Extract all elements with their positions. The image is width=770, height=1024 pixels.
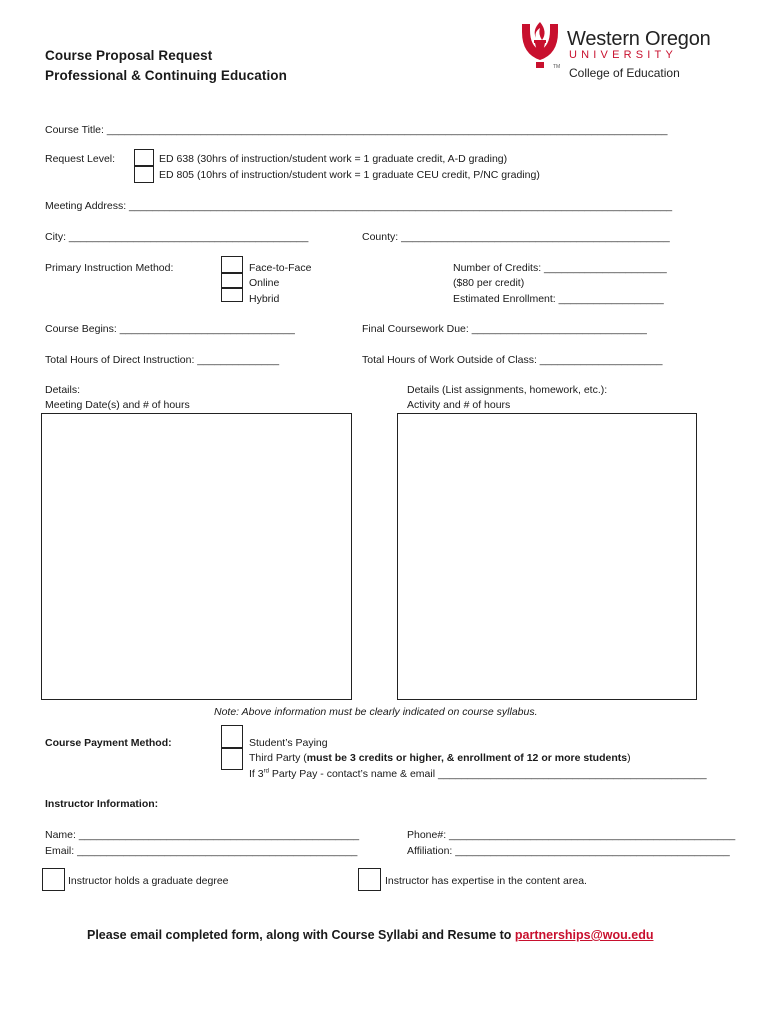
instructor-name-field[interactable]: Name: ________________________________________________: [45, 829, 360, 841]
details-right-heading: Details (List assignments, homework, etc.):: [407, 384, 608, 396]
form-subtitle: Professional & Continuing Education: [45, 68, 288, 83]
final-due-field[interactable]: Final Coursework Due: ______________________________: [362, 323, 647, 335]
torch-logo-icon: [518, 20, 562, 70]
trademark-mark: TM: [553, 64, 561, 70]
form-title: Course Proposal Request: [45, 48, 213, 63]
ed638-checkbox[interactable]: [134, 149, 154, 166]
direct-hours-field[interactable]: Total Hours of Direct Instruction: ______________: [45, 354, 280, 366]
details-left-subheading: Meeting Date(s) and # of hours: [45, 399, 190, 411]
face-to-face-checkbox[interactable]: [221, 256, 243, 273]
submission-instructions: Please email completed form, along with Course Syllabi and Resume to partnerships@wou.edu: [87, 928, 654, 942]
instructor-phone-field[interactable]: Phone#: _________________________________________________: [407, 829, 736, 841]
instructor-email-field[interactable]: Email: ________________________________________________: [45, 845, 358, 857]
details-right-subheading: Activity and # of hours: [407, 399, 511, 411]
instructor-heading: Instructor Information:: [45, 798, 159, 810]
third-party-checkbox[interactable]: [221, 748, 243, 770]
request-level-label: Request Level:: [45, 153, 116, 165]
expertise-label: Instructor has expertise in the content area.: [385, 875, 587, 887]
third-party-contact-field[interactable]: If 3rd Party Pay - contact’s name & email ______________________________________________: [249, 768, 707, 780]
hybrid-label: Hybrid: [249, 293, 280, 305]
credit-price-note: ($80 per credit): [453, 277, 525, 289]
face-to-face-label: Face-to-Face: [249, 262, 312, 274]
meeting-dates-textbox[interactable]: [41, 413, 352, 700]
county-field[interactable]: County: ______________________________________________: [362, 231, 670, 243]
syllabus-note: Note: Above information must be clearly indicated on course syllabus.: [214, 706, 538, 718]
level-ed638-label: ED 638 (30hrs of instruction/student work = 1 graduate credit, A-D grading): [159, 153, 508, 165]
hybrid-checkbox[interactable]: [221, 288, 243, 302]
students-paying-checkbox[interactable]: [221, 725, 243, 748]
level-ed805-label: ED 805 (10hrs of instruction/student work = 1 graduate CEU credit, P/NC grading): [159, 169, 540, 181]
ed805-checkbox[interactable]: [134, 166, 154, 183]
course-title-field[interactable]: Course Title: ________________________________________________________________________________________________: [45, 124, 668, 136]
meeting-address-field[interactable]: Meeting Address: _____________________________________________________________________________________________: [45, 200, 673, 212]
third-party-requirement: must be 3 credits or higher, & enrollment of 12 or more students: [306, 752, 628, 764]
instruction-method-label: Primary Instruction Method:: [45, 262, 174, 274]
third-party-label: Third Party (must be 3 credits or higher, & enrollment of 12 or more students): [249, 752, 631, 764]
logo-college: College of Education: [569, 66, 680, 80]
outside-hours-field[interactable]: Total Hours of Work Outside of Class: _____________________: [362, 354, 663, 366]
graduate-degree-checkbox[interactable]: [42, 868, 65, 891]
logo-name: Western Oregon: [567, 28, 711, 50]
online-checkbox[interactable]: [221, 273, 243, 288]
details-left-heading: Details:: [45, 384, 81, 396]
city-field[interactable]: City: _________________________________________: [45, 231, 309, 243]
course-begins-field[interactable]: Course Begins: ______________________________: [45, 323, 295, 335]
graduate-degree-label: Instructor holds a graduate degree: [68, 875, 229, 887]
instructor-affiliation-field[interactable]: Affiliation: _______________________________________________: [407, 845, 730, 857]
online-label: Online: [249, 277, 280, 289]
students-paying-label: Student’s Paying: [249, 737, 328, 749]
activity-hours-textbox[interactable]: [397, 413, 697, 700]
enrollment-field[interactable]: Estimated Enrollment: __________________: [453, 293, 664, 305]
payment-method-label: Course Payment Method:: [45, 737, 172, 749]
credits-field[interactable]: Number of Credits: _____________________: [453, 262, 667, 274]
expertise-checkbox[interactable]: [358, 868, 381, 891]
partnerships-email-link[interactable]: partnerships@wou.edu: [514, 928, 654, 942]
logo-university: UNIVERSITY: [569, 49, 678, 61]
